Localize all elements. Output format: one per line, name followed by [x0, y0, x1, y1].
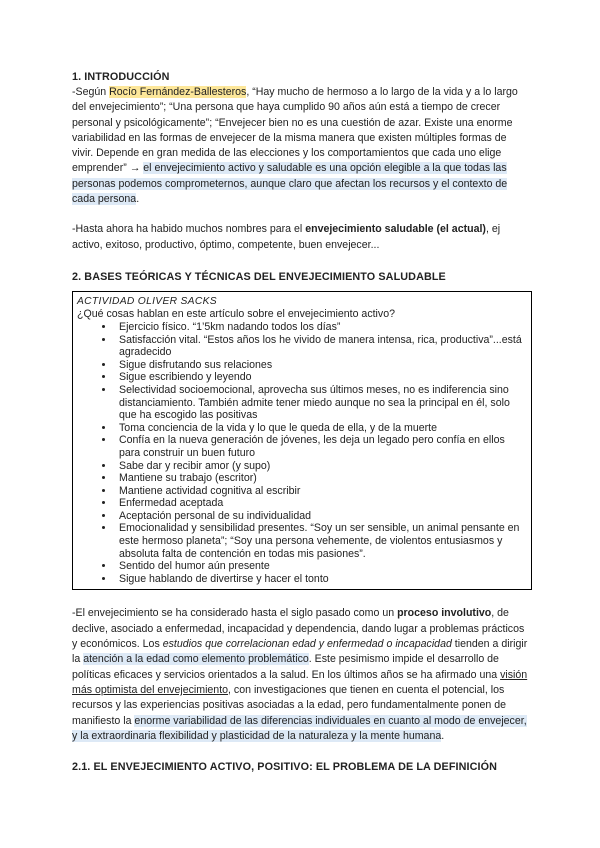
bases-p3-end: .: [441, 729, 445, 742]
bases-p3-a: -El envejecimiento se ha considerado hasta el siglo pasado como un: [72, 607, 398, 620]
activity-list: [77, 321, 527, 585]
list-item: • Sabe dar y recibir amor (y supo): [115, 460, 527, 473]
list-item: • Sentido del humor aún presente: [115, 560, 527, 573]
highlight-variability: enorme variabilidad de las diferencias individuales en cuanto al modo de envejecer, y la extraordinaria flexibilidad y plasticidad de la naturaleza y la mente humana: [72, 714, 527, 742]
activity-box: [72, 291, 532, 590]
bases-p3-d: . Este pesimismo impide el desarrollo de políticas eficaces y servicios orientados a la salud. En los últimos años se ha afirmado una: [72, 653, 501, 681]
intro-p2-suffix: , ej activo, exitoso, productivo, óptimo, competente, buen envejecer...: [72, 223, 501, 251]
list-item: • Sigue disfrutando sus relaciones: [115, 359, 527, 372]
section-heading-2-1: 2.1. EL ENVEJECIMIENTO ACTIVO, POSITIVO: EL PROBLEMA DE LA DEFINICIÓN: [72, 761, 498, 774]
list-item: • Emocionalidad y sensibilidad presentes. “Soy un ser sensible, un animal pensante en este hermoso planeta”; “Soy una persona vehemente, de violentos entusiasmos y absoluta falta de contención en todas mis pasiones”.: [115, 522, 527, 560]
list-item: • Confía en la nueva generación de jóvenes, les deja un legado pero confía en ellos para construir un buen futuro: [115, 434, 527, 459]
list-item: • Enfermedad aceptada: [115, 497, 527, 510]
intro-paragraph-2: [72, 222, 530, 253]
bases-paragraph: [72, 606, 530, 744]
list-item: • Sigue escribiendo y leyendo: [115, 371, 527, 384]
list-item: • Selectividad socioemocional, aprovecha sus últimos meses, no es indiferencia sino distanciamiento. También admite tener miedo aunque no sea la principal en él, solo que ha escogido las positivas: [115, 384, 527, 422]
list-item: • Mantiene su trabajo (escritor): [115, 472, 527, 485]
list-item: • Toma conciencia de la vida y lo que le queda de ella, y de la muerte: [115, 422, 527, 435]
section-heading-bases: 2. BASES TEÓRICAS Y TÉCNICAS DEL ENVEJECIMIENTO SALUDABLE: [72, 270, 446, 283]
bases-p3-c: tienden a dirigir la: [72, 638, 528, 666]
list-item: • Aceptación personal de su individualidad: [115, 510, 527, 523]
intro-paragraph-1: [72, 85, 530, 207]
intro-p2-bold: envejecimiento saludable (el actual): [305, 223, 486, 236]
highlight-age-problem: atención a la edad como elemento problemático: [83, 653, 309, 666]
activity-question: ¿Qué cosas hablan en este artículo sobre el envejecimiento activo?: [77, 307, 395, 320]
list-item: • Ejercicio físico. “1’5km nadando todos los días”: [115, 321, 527, 334]
underline-optimistic-view: visión más optimista del envejecimiento: [72, 668, 528, 696]
intro-p1-end: .: [136, 193, 140, 206]
bases-p3-b: , de declive, asociado a enfermedad, incapacidad y dependencia, dando lugar a problemas prácticos y económicos. Los: [72, 607, 525, 651]
author-highlight: Rocío Fernández-Ballesteros: [109, 86, 247, 98]
intro-p1-quote: , “Hay mucho de hermoso a lo largo de la vida y a lo largo del envejecimiento”; “Una persona que haya cumplido 90 años aún está a tiempo de crecer personal y psicológicamente”; “Envejecer bien no es una cuestión de azar. Existe una enorme variabilidad en las formas de envejecer de la misma manera que existen múltiples formas de vivir. Depende en gran medida de las elecciones y los comportamientos que cada uno elige emprender” →: [72, 86, 518, 175]
document-page: [72, 70, 530, 775]
list-item: • Sigue hablando de divertirse y hacer el tonto: [115, 573, 527, 586]
intro-p1-prefix: -Según: [72, 86, 110, 98]
bases-p3-italic: estudios que correlacionan edad y enfermedad o incapacidad: [162, 638, 452, 651]
list-item: • Satisfacción vital. “Estos años los he vivido de manera intensa, rica, productiva”...está agradecido: [115, 334, 527, 359]
list-item: • Mantiene actividad cognitiva al escribir: [115, 485, 527, 498]
conclusion-highlight: el envejecimiento activo y saludable es una opción elegible a la que todas las personas podemos comprometernos, aunque claro que afectan los recursos y el contexto de cada persona: [72, 162, 508, 206]
bases-p3-e: , con investigaciones que tienen en cuenta el potencial, los recursos y las experiencias positivas asociadas a la edad, pero fundamentalmente ponen de manifiesto la: [72, 683, 507, 727]
activity-title: ACTIVIDAD OLIVER SACKS: [77, 295, 217, 307]
bases-p3-bold: proceso involutivo: [397, 607, 492, 620]
intro-p2-prefix: -Hasta ahora ha habido muchos nombres para el: [72, 223, 306, 236]
section-heading-introduccion: 1. INTRODUCCIÓN: [72, 71, 170, 83]
